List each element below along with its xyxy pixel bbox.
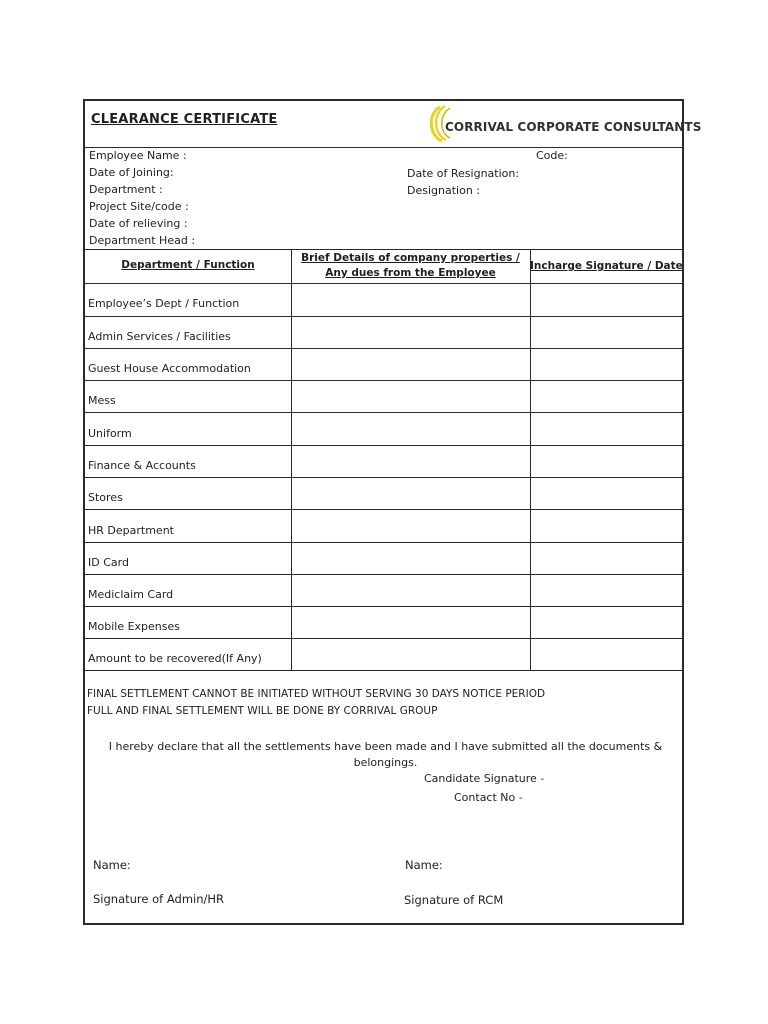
project-site-field: Project Site/code : <box>89 200 189 213</box>
admin-signature-label: Signature of Admin/HR <box>93 892 225 906</box>
designation-field: Designation : <box>407 184 480 197</box>
table-row: Guest House Accommodation <box>88 362 251 375</box>
table-row: Mobile Expenses <box>88 620 180 633</box>
table-row: Uniform <box>88 427 132 440</box>
date-of-relieving-field: Date of relieving : <box>89 217 188 230</box>
header-department: Department / Function <box>121 259 255 271</box>
admin-name-label: Name: <box>93 858 131 872</box>
settlement-text: FULL AND FINAL SETTLEMENT WILL BE DONE BY CORRIVAL GROUP <box>87 705 438 717</box>
table-row: HR Department <box>88 524 174 537</box>
table-row: Mediclaim Card <box>88 588 174 601</box>
rcm-signature-label: Signature of RCM <box>404 893 504 907</box>
company-name: CORRIVAL CORPORATE CONSULTANTS <box>445 120 702 134</box>
clearance-certificate-form <box>83 99 702 925</box>
header-details: Brief Details of company properties / Any dues from the Employee <box>301 252 520 279</box>
table-row: ID Card <box>88 556 129 569</box>
table-row: Amount to be recovered(If Any) <box>88 652 262 665</box>
department-field: Department : <box>89 183 163 196</box>
table-row: Employee’s Dept / Function <box>88 297 240 310</box>
contact-no-label: Contact No - <box>454 791 523 804</box>
table-row: Finance & Accounts <box>88 459 196 472</box>
table-row: Mess <box>88 394 116 407</box>
department-head-field: Department Head : <box>89 234 196 247</box>
notice-period-text: FINAL SETTLEMENT CANNOT BE INITIATED WITHOUT SERVING 30 DAYS NOTICE PERIOD <box>87 688 546 700</box>
code-field: Code: <box>536 149 568 162</box>
candidate-signature-label: Candidate Signature - <box>424 772 545 785</box>
form-title: CLEARANCE CERTIFICATE <box>91 112 278 127</box>
date-of-joining-field: Date of Joining: <box>89 166 174 179</box>
employee-name-field: Employee Name : <box>89 149 187 162</box>
company-logo <box>426 103 702 145</box>
header-signature: Incharge Signature / Date <box>530 260 683 272</box>
table-row: Admin Services / Facilities <box>88 330 231 343</box>
header-divider <box>85 147 682 148</box>
rcm-name-label: Name: <box>405 858 443 872</box>
declaration-text: I hereby declare that all the settlements have been made and I have submitted all the documents & belongings. <box>108 740 663 769</box>
table-row: Stores <box>88 491 123 504</box>
date-of-resignation-field: Date of Resignation: <box>407 167 520 180</box>
